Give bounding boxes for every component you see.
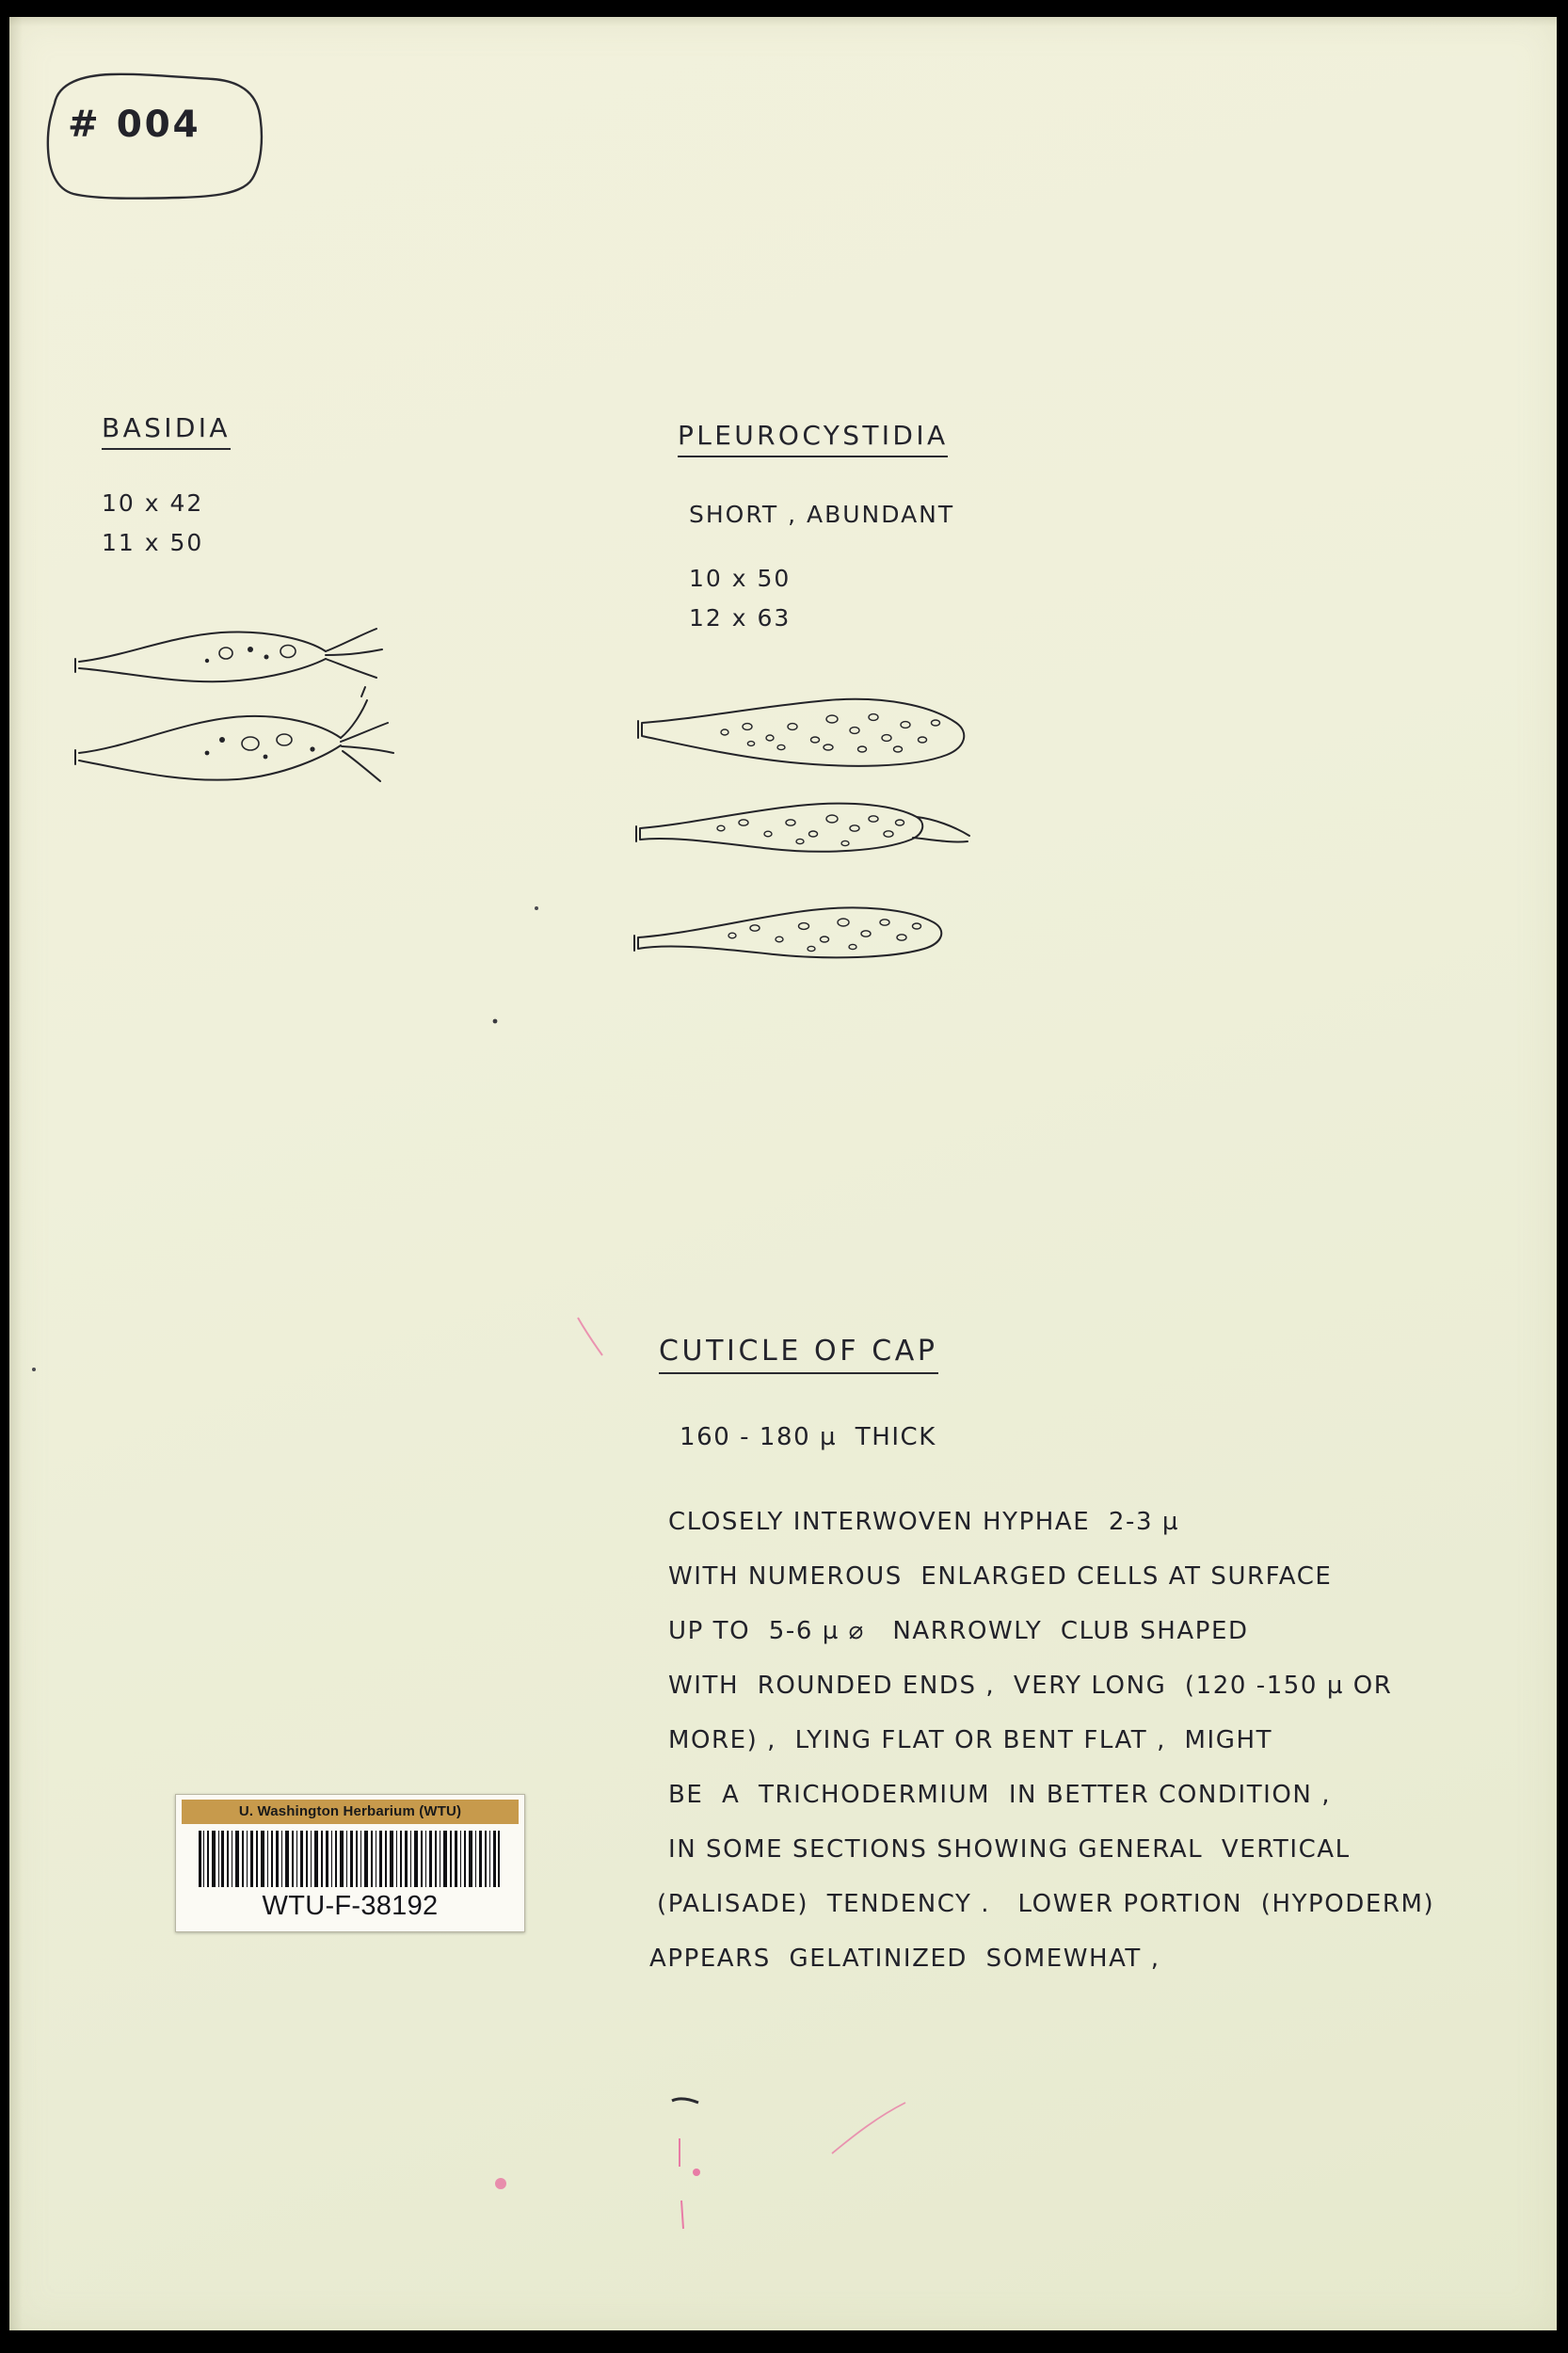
cuticle-line-1: CLOSELY INTERWOVEN HYPHAE 2-3 µ — [668, 1508, 1179, 1536]
cuticle-line-6: BE A TRICHODERMIUM IN BETTER CONDITION , — [668, 1781, 1332, 1809]
cuticle-line-3: UP TO 5-6 µ ⌀ NARROWLY CLUB SHAPED — [668, 1617, 1249, 1645]
cuticle-thickness: 160 - 180 µ THICK — [680, 1423, 936, 1451]
stray-mark-dot-1 — [491, 1015, 503, 1032]
specimen-number-text: # 004 — [68, 104, 201, 146]
herbarium-barcode-label — [175, 1794, 525, 1932]
stray-mark-dot-3 — [30, 1363, 41, 1381]
basidia-measurement-1: 10 x 42 — [102, 489, 204, 517]
heading-basidia: BASIDIA — [102, 412, 231, 450]
pleurocystidia-measurement-2: 12 x 63 — [689, 604, 792, 632]
cuticle-line-9: APPEARS GELATINIZED SOMEWHAT , — [649, 1945, 1160, 1973]
pleurocystidia-measurement-1: 10 x 50 — [689, 565, 792, 592]
cuticle-line-2: WITH NUMEROUS ENLARGED CELLS AT SURFACE — [668, 1562, 1333, 1591]
cuticle-line-7: IN SOME SECTIONS SHOWING GENERAL VERTICAL — [668, 1835, 1351, 1864]
stray-mark-pink-4 — [828, 2097, 913, 2167]
stray-mark-pink-3 — [489, 2172, 518, 2204]
stray-mark-pink-1 — [574, 1314, 612, 1365]
heading-cuticle-of-cap: CUTICLE OF CAP — [659, 1335, 938, 1374]
basidia-measurement-2: 11 x 50 — [102, 529, 204, 556]
herbarium-institution-text: U. Washington Herbarium (WTU) — [182, 1800, 519, 1824]
stray-mark-dot-2 — [533, 902, 544, 920]
cuticle-line-5: MORE) , LYING FLAT OR BENT FLAT , MIGHT — [668, 1726, 1273, 1754]
barcode-icon — [199, 1831, 502, 1887]
stray-mark-pink-2 — [668, 2135, 706, 2242]
cuticle-line-4: WITH ROUNDED ENDS , VERY LONG (120 -150 µ OR — [668, 1672, 1393, 1700]
heading-pleurocystidia: PLEUROCYSTIDIA — [678, 420, 948, 457]
cuticle-line-8: (PALISADE) TENDENCY . LOWER PORTION (HYPODERM) — [657, 1890, 1435, 1918]
pleurocystidia-note: SHORT , ABUNDANT — [689, 501, 955, 528]
specimen-sheet — [9, 17, 1557, 2330]
pleurocystidia-drawing — [631, 685, 1082, 1000]
accession-number-text: WTU-F-38192 — [262, 1891, 439, 1921]
basidia-drawing — [66, 591, 442, 821]
stray-mark-pen — [668, 2088, 706, 2120]
